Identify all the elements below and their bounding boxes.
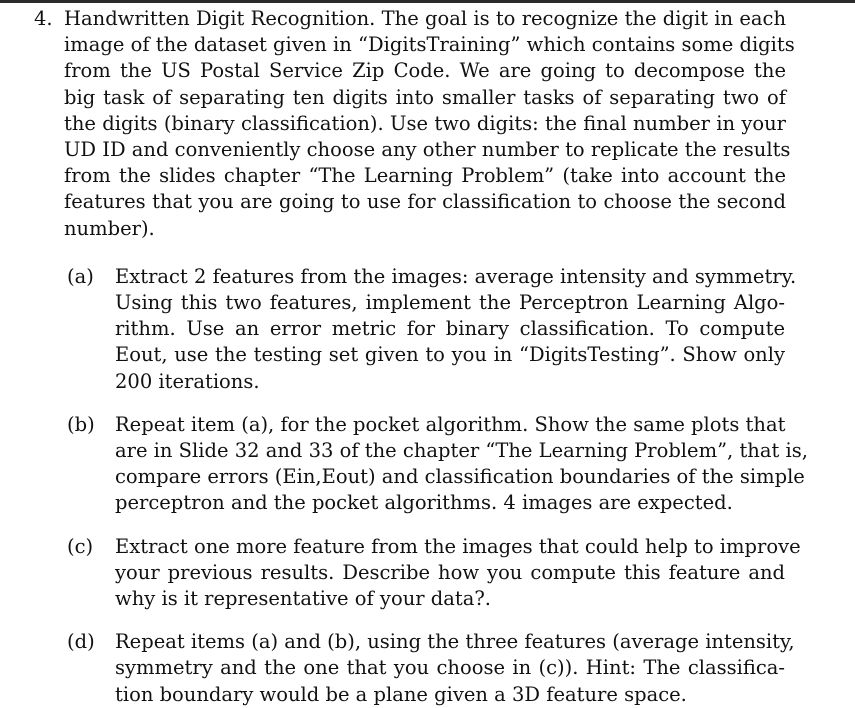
subitem-line: Repeat items (a) and (b), using the three features (average intensity, bbox=[115, 630, 795, 654]
subitem-line: your previous results. Describe how you compute this feature and bbox=[115, 560, 785, 584]
problem-text-line: the digits (binary classification). Use two digits: the final number in your bbox=[64, 111, 786, 135]
subitem-line: Using this two features, implement the Perceptron Learning Algo- bbox=[115, 291, 785, 315]
subitem-line: symmetry and the one that you choose in (c)). Hint: The classifica- bbox=[115, 656, 785, 680]
subitem-line: rithm. Use an error metric for binary classification. To compute bbox=[115, 317, 785, 341]
problem-line bbox=[34, 163, 786, 189]
problem-text-line: UD ID and conveniently choose any other number to replicate the results bbox=[64, 138, 791, 162]
subitem-line: why is it representative of your data?. bbox=[115, 587, 491, 611]
subitem-line: Eout, use the testing set given to you in “DigitsTesting”. Show only bbox=[115, 343, 785, 367]
subitem-line: are in Slide 32 and 33 of the chapter “The Learning Problem”, that is, bbox=[115, 439, 808, 463]
subitem-line: perceptron and the pocket algorithms. 4 images are expected. bbox=[115, 491, 733, 515]
subitem-line: 200 iterations. bbox=[115, 369, 260, 393]
subitem-line: Repeat item (a), for the pocket algorithm. Show the same plots that bbox=[115, 412, 786, 436]
subitem-label: (c) bbox=[67, 534, 94, 558]
subitem-line: Extract 2 features from the images: average intensity and symmetry. bbox=[115, 264, 797, 288]
problem-text-line: Handwritten Digit Recognition. The goal is to recognize the digit in each bbox=[64, 7, 786, 30]
problem-line bbox=[34, 32, 795, 58]
subitem-label: (d) bbox=[67, 630, 95, 654]
subitem-b bbox=[34, 412, 808, 517]
problem-text-line: features that you are going to use for classification to choose the second bbox=[64, 190, 786, 214]
problem-text-line: image of the dataset given in “DigitsTraining” which contains some digits bbox=[64, 33, 795, 57]
subitem-c bbox=[34, 534, 801, 613]
problem-line bbox=[34, 111, 786, 137]
problem-line bbox=[34, 6, 786, 32]
subitem-body bbox=[115, 264, 797, 395]
problem-text-line: number). bbox=[64, 216, 155, 240]
subitem-d bbox=[34, 629, 795, 708]
subitem-line: compare errors (Ein,Eout) and classification boundaries of the simple bbox=[115, 465, 805, 489]
problem-line bbox=[34, 85, 786, 111]
problem-number: 4. bbox=[34, 7, 53, 30]
top-border bbox=[0, 0, 855, 3]
subitem-body bbox=[115, 629, 795, 708]
problem-text-line: from the US Postal Service Zip Code. We are going to decompose the bbox=[64, 59, 786, 83]
problem-line bbox=[34, 189, 786, 215]
problem-statement bbox=[34, 6, 795, 242]
subitem-label: (b) bbox=[67, 412, 95, 436]
problem-text-line: big task of separating ten digits into smaller tasks of separating two of bbox=[64, 85, 786, 109]
problem-line bbox=[34, 58, 786, 84]
problem-text-line: from the slides chapter “The Learning Problem” (take into account the bbox=[64, 164, 786, 188]
problem-line bbox=[34, 137, 791, 163]
problem-line bbox=[34, 216, 786, 242]
subitem-line: tion boundary would be a plane given a 3D feature space. bbox=[115, 682, 687, 706]
subitem-body bbox=[115, 534, 801, 613]
subitem-a bbox=[34, 264, 797, 395]
subitem-line: Extract one more feature from the images that could help to improve bbox=[115, 534, 801, 558]
subitem-label: (a) bbox=[67, 264, 94, 288]
problem-document bbox=[34, 6, 808, 708]
subitem-body bbox=[115, 412, 808, 517]
